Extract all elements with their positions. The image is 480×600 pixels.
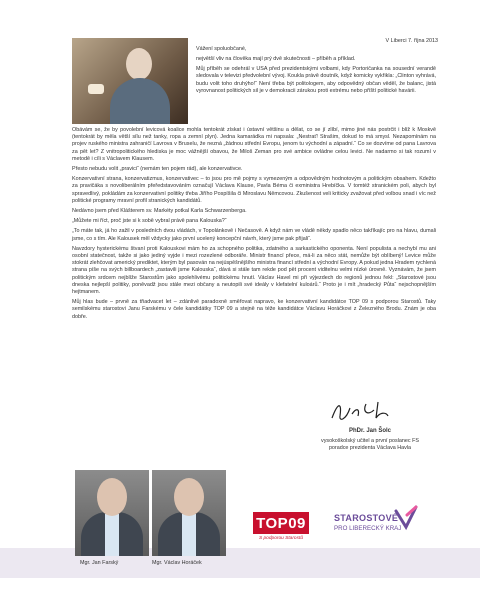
candidate-photo-horacek bbox=[152, 470, 226, 556]
body-paragraph-4: Nedávno jsem před Klášterem sv. Markéty potkal Karla Schwarzenberga. bbox=[72, 208, 247, 215]
body-paragraph-1: Obávám se, že by povolební levicová koalice mohla tentokrát získat i ústavní většinu a dělat, co se jí zlíbí, mimo jiné nás postrčit i blíž k Moskvě (tentokrát by měla větší sílu než tanky, ropa a zemní plyn). Jedna kamarádka mi napsala: „Nestrať! Strašim, dokud to má smysl. Nezapomínám na projev ruského ministra zahraničí Lavrova v Bruselu, že nezná „žádnou střední Evropu, jenom tu východní a západní.“ Co se dozvíme od pana Lavrova za pět let? Z vnitropolitického hlediska je moc vážnější obavou, že Miloš Zeman pro své ambice ovládne celou levici. Ne nadarmo si tak rozumí v metodě i cíli s Václavem Klausem. bbox=[72, 127, 436, 162]
signer-role-line-2: poradce prezidenta Václava Havla bbox=[328, 445, 412, 451]
letter-date: V Liberci 7. října 2013 bbox=[385, 38, 438, 44]
letter-body bbox=[72, 127, 436, 324]
signer-name: PhDr. Jan Šolc bbox=[348, 428, 391, 434]
intro-text bbox=[196, 46, 436, 97]
signer-role-line-1: vysokoškolský učitel a první poslanec FS bbox=[321, 438, 419, 444]
salutation: Vážení spoluobčané, bbox=[196, 46, 247, 52]
author-photo bbox=[72, 38, 188, 124]
body-paragraph-5: „Můžete mi říct, proč jste si k sobě vybral právě pana Kalouska?“ bbox=[72, 218, 227, 225]
starostove-region: PRO LIBERECKÝ KRAJ bbox=[334, 525, 402, 532]
body-paragraph-8: Můj hlas bude – prvně za třiadvacet let – zdánlivě paradoxně směřovat napravo, ke konzervativní kandidátce TOP 09 s podporou Starostů. Taky semilskému starostovi Janu Farskému v čele kandidátky TOP 09 a stejně na téže kandidátce Václavu Horáčkovi z Železného Brodu. Znám je oba dobře. bbox=[72, 299, 436, 320]
starostove-logo: STAROSTOVÉ bbox=[334, 513, 399, 523]
footer-strip bbox=[0, 548, 480, 578]
top09-logo: TOP09 bbox=[253, 512, 309, 534]
body-paragraph-6: „To máte tak, já ho zažil v posledních dvou vládách, v Topolánkově i Nečasově. A když nám ve vládě někdy spadlo něco takříkajíc pro na hlavu, dumali jsme, co s tím. Ale Kalousek měl vždycky jako první ucelený koncepční návrh, který jsme pak přijali“. bbox=[72, 228, 436, 242]
intro-paragraph-2: Můj příběh se odehrál v USA před prezidentskými volbami, kdy Portoričanka na sousední verandě sledovala v televizi předvolební vývoj. Koukla právě doutník, když komicky vykřikla: „Clinton vyhrává, budu volit toho druhýho!“ Není třeba být politologem, aby odpovědný občan věděl, že balanc, jistá vyrovnanost politických sil je v demokracii zárukou proti extrému nebo příští politické havárii. bbox=[196, 65, 436, 95]
handwritten-signature bbox=[328, 398, 408, 424]
top09-tagline: S podporou Starostů bbox=[258, 536, 303, 541]
signer-role bbox=[294, 438, 446, 452]
intro-paragraph-1: největší vliv na člověka mají prý dvě skutečnosti – příběh a příklad. bbox=[196, 56, 356, 63]
body-paragraph-2: Přesto nebudu volit „pravici“ (nemám ten pojem rád), ale konzervativce. bbox=[72, 166, 243, 173]
candidate-caption-farsky: Mgr. Jan Farský bbox=[80, 560, 119, 566]
body-paragraph-7: Navzdory hysterickému štvaní proti Kalouskovi mám ho za schopného politika, zdatného a sarkastického oponenta. Není populista a nechybí mu ani osobní statečnost, takže si jako jediný vyjde i mezi rozezlené odboráře. Ministr financí přece, má-li za něco stát, nemůže být oblíbený! Levice může stokrát zlehčovat americký prediktet, kterým byl pasován na nejúspěšnějšího ministra financí střední a východní Evropy. A pokud jedna Hradem rychlená strana píše na svých billboardech „zastavili jsme Kalouska“, dává si stále tam rekde pod pět procent viditelnu velmi nízké úrovně. Vyznávám, že jsem politickým srdcem nejblíže Starostům jako spolehlivému politickému hnutí. Václav Havel mi při výjezdech do regionů jednou řekl: „Starostové jsou dneska nejlepší politiky, poněvadž jsou stále mezi občany a neutopili své ideály v klefatelní kuloárů.“ Proto je i mít „hradecký Půta“ nejschopnějším hejtmanem. bbox=[72, 245, 436, 296]
body-paragraph-3: Konzervativní strana, konzervatizmus, konzervativec – to jsou pro mě pojmy s vymezeným a odpovědným hodnotovým a politickým obsahem. Kdežto za pravičáka s novoliberálním přeředstavováním označují Václava Klause, Pavla Béma či exministra Hrebíčka. V tomtéž stranickém poli, abych byl spravedlivý, pokládám za konzervativní politiky třeba Jiřího Pospíšila či Miroslavu Němcovou. Zkušenost veli kriticky zvažovat před volbou snad i víc než politické programy mravní profil stranických kandidátů. bbox=[72, 176, 436, 204]
candidate-caption-horacek: Mgr. Václav Horáček bbox=[152, 560, 202, 566]
candidate-photo-farsky bbox=[75, 470, 149, 556]
